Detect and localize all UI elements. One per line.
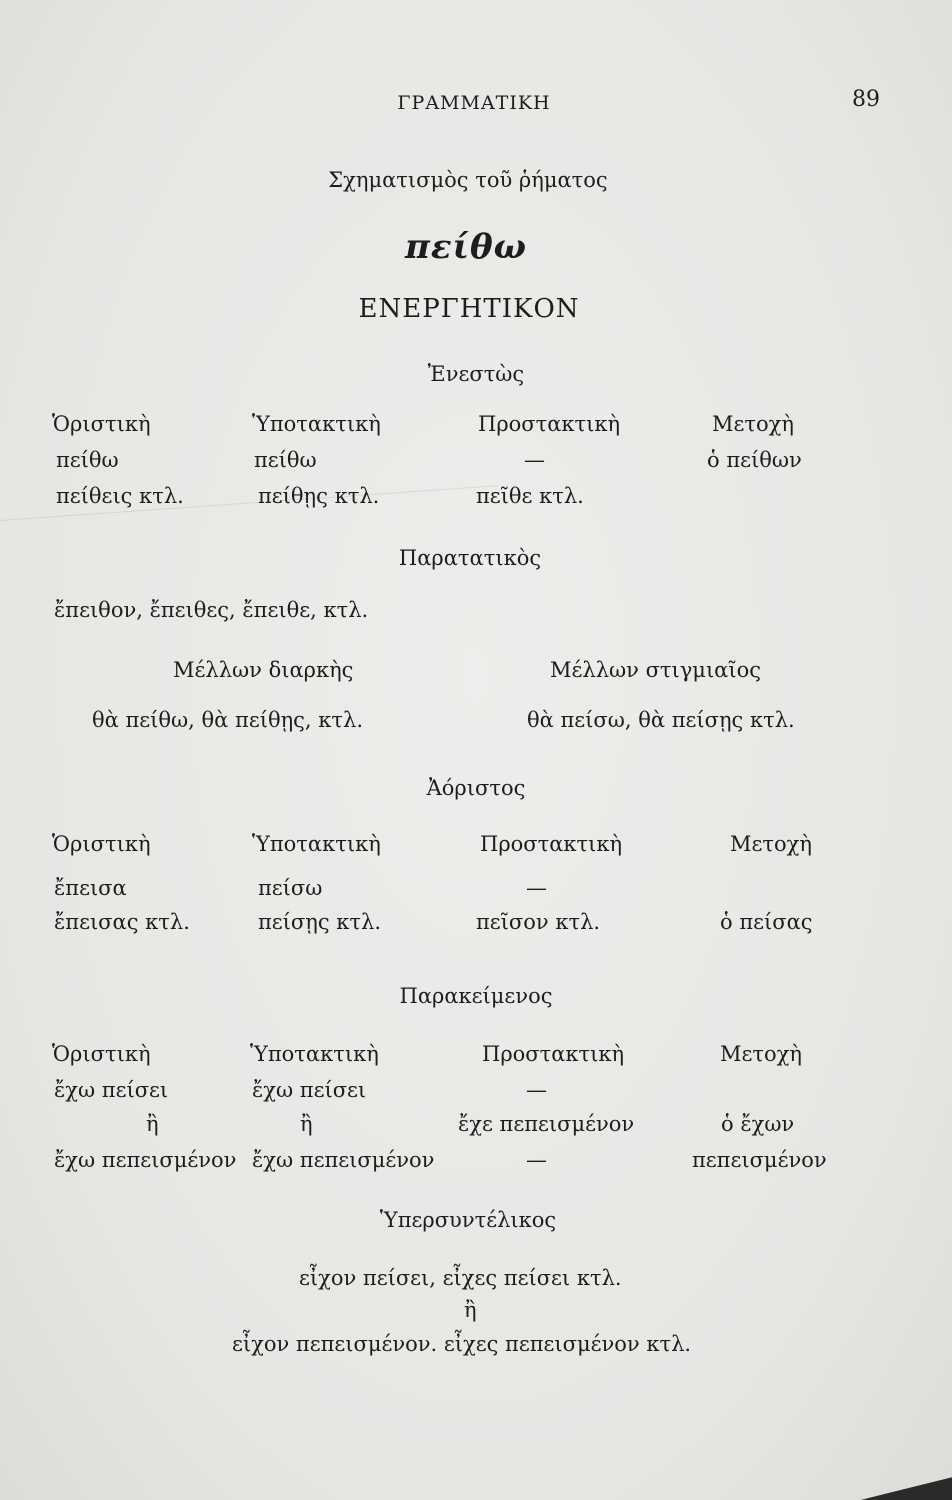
ypersyntelikos-title: Ὑπερσυντέλικος	[379, 1208, 557, 1232]
aoristos-r2-oristiki: ἔπεισας κτλ.	[54, 910, 190, 934]
enestos-col-oristiki: Ὁριστικὴ	[52, 412, 151, 436]
parakeimenos-title: Παρακείμενος	[399, 984, 553, 1008]
parakeimenos-r2-metochi: ὁ ἔχων	[721, 1112, 795, 1136]
aoristos-title: Ἀόριστος	[426, 776, 526, 800]
enestos-r1-prostaktiki: —	[524, 448, 545, 472]
mellon-stigmiaios-title: Μέλλων στιγμιαῖος	[550, 658, 762, 682]
parakeimenos-r1-oristiki: ἔχω πείσει	[54, 1078, 169, 1102]
aoristos-r1-prostaktiki: —	[526, 876, 547, 900]
ypersyntelikos-line1: εἶχον πείσει, εἶχες πείσει κτλ.	[299, 1266, 622, 1290]
paratatikos-title: Παρατατικὸς	[398, 546, 542, 570]
enestos-r2-oristiki: πείθεις κτλ.	[56, 484, 184, 508]
parakeimenos-r3-ypotaktiki: ἔχω πεπεισμένον	[252, 1148, 435, 1172]
parakeimenos-r2-oristiki: ἢ	[146, 1112, 159, 1136]
parakeimenos-r3-prostaktiki: —	[526, 1148, 547, 1172]
enestos-r2-prostaktiki: πεῖθε κτλ.	[476, 484, 584, 508]
parakeimenos-r1-ypotaktiki: ἔχω πείσει	[252, 1078, 367, 1102]
enestos-r1-ypotaktiki: πείθω	[254, 448, 317, 472]
parakeimenos-r1-prostaktiki: —	[526, 1078, 547, 1102]
mellon-diarkis-forms: θὰ πείθω, θὰ πείθῃς, κτλ.	[92, 708, 364, 732]
parakeimenos-col-prostaktiki: Προστακτικὴ	[482, 1042, 625, 1066]
parakeimenos-col-ypotaktiki: Ὑποτακτικὴ	[250, 1042, 379, 1066]
aoristos-col-metochi: Μετοχὴ	[730, 832, 812, 856]
parakeimenos-r2-prostaktiki: ἔχε πεπεισμένον	[458, 1112, 635, 1136]
parakeimenos-r3-oristiki: ἔχω πεπεισμένον	[54, 1148, 237, 1172]
paratatikos-forms: ἔπειθον, ἔπειθες, ἔπειθε, κτλ.	[54, 598, 369, 622]
ypersyntelikos-line3: εἶχον πεπεισμένον. εἶχες πεπεισμένον κτλ.	[232, 1332, 692, 1356]
verb-title: πείθω	[404, 227, 528, 267]
enestos-r1-oristiki: πείθω	[56, 448, 119, 472]
aoristos-r1-oristiki: ἔπεισα	[54, 876, 127, 900]
enestos-r2-ypotaktiki: πείθῃς κτλ.	[258, 484, 380, 508]
aoristos-r2-metochi: ὁ πείσας	[720, 910, 813, 934]
parakeimenos-col-oristiki: Ὁριστικὴ	[52, 1042, 151, 1066]
voice-title: ΕΝΕΡΓΗΤΙΚΟΝ	[358, 294, 580, 324]
parakeimenos-r3-metochi: πεπεισμένον	[692, 1148, 827, 1172]
page-corner-shadow	[692, 1380, 952, 1500]
enestos-col-ypotaktiki: Ὑποτακτικὴ	[252, 412, 381, 436]
aoristos-r2-ypotaktiki: πείσῃς κτλ.	[258, 910, 381, 934]
aoristos-r2-prostaktiki: πεῖσον κτλ.	[476, 910, 601, 934]
enestos-r1-metochi: ὁ πείθων	[707, 448, 802, 472]
aoristos-r1-ypotaktiki: πείσω	[258, 876, 323, 900]
aoristos-col-prostaktiki: Προστακτικὴ	[480, 832, 623, 856]
enestos-col-metochi: Μετοχὴ	[712, 412, 794, 436]
page-number: 89	[852, 87, 880, 112]
parakeimenos-col-metochi: Μετοχὴ	[720, 1042, 802, 1066]
ypersyntelikos-line2: ἢ	[464, 1298, 477, 1322]
running-header: ΓΡΑΜΜΑΤΙΚΗ	[397, 92, 551, 114]
mellon-diarkis-title: Μέλλων διαρκὴς	[173, 658, 354, 682]
enestos-title: Ἐνεστὼς	[427, 362, 525, 386]
parakeimenos-r2-ypotaktiki: ἢ	[300, 1112, 313, 1136]
aoristos-col-oristiki: Ὁριστικὴ	[52, 832, 151, 856]
aoristos-col-ypotaktiki: Ὑποτακτικὴ	[252, 832, 381, 856]
mellon-stigmiaios-forms: θὰ πείσω, θὰ πείσῃς κτλ.	[527, 708, 795, 732]
section-subtitle: Σχηματισμὸς τοῦ ῥήματος	[328, 168, 608, 192]
enestos-col-prostaktiki: Προστακτικὴ	[478, 412, 621, 436]
